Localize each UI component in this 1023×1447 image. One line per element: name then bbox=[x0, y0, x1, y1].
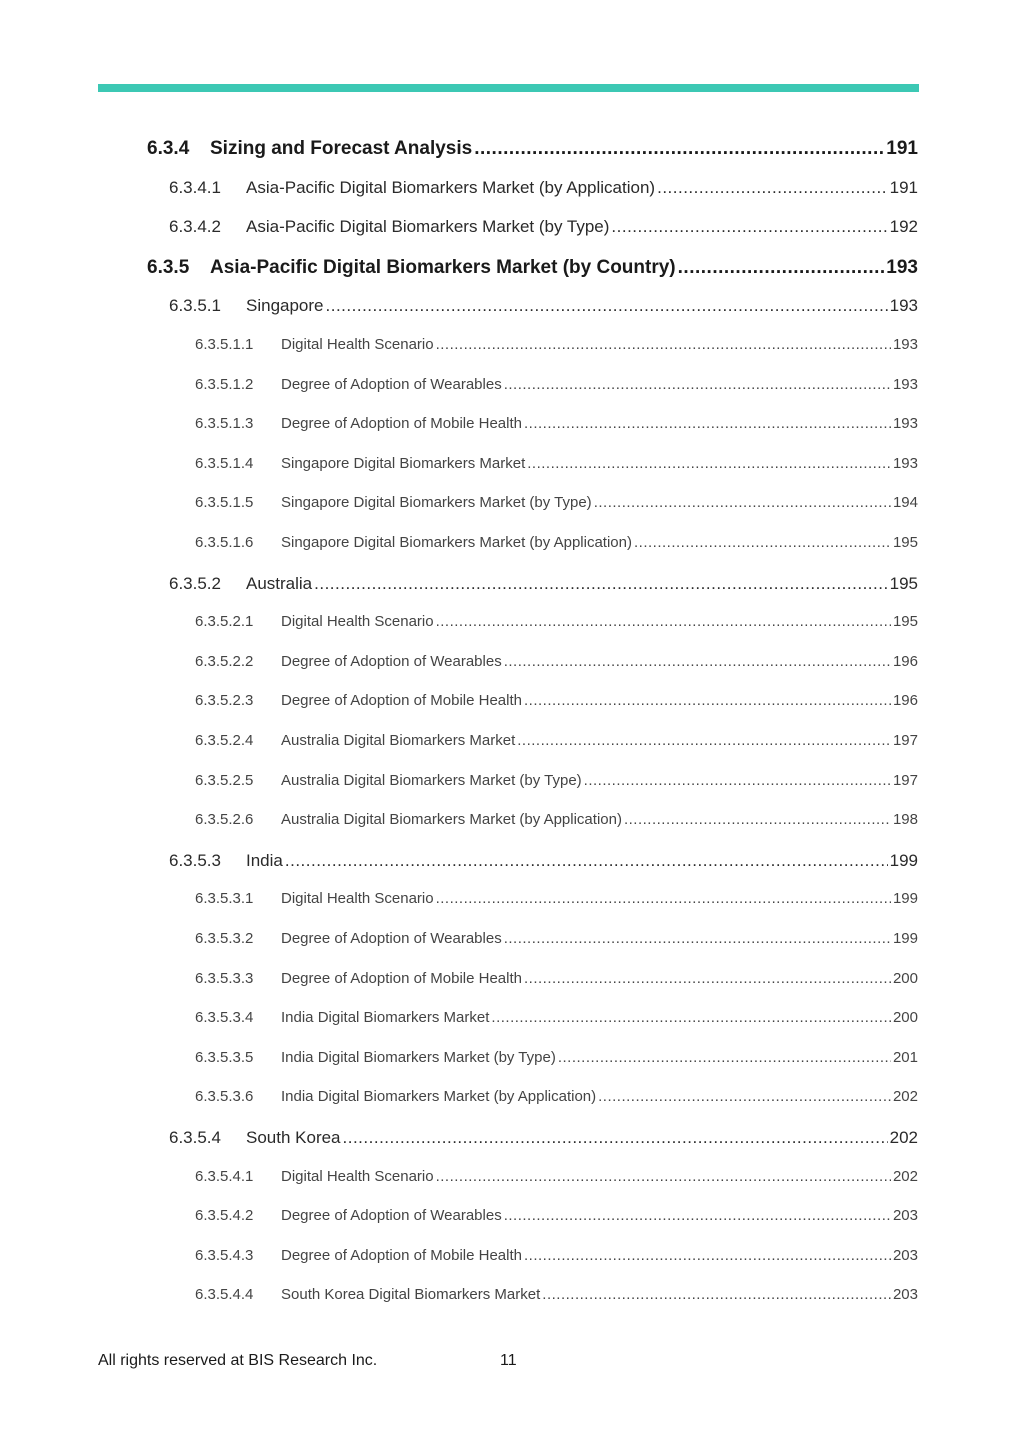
toc-entry[interactable] bbox=[169, 178, 918, 200]
toc-entry-title: Australia Digital Biomarkers Market bbox=[281, 732, 516, 749]
toc-entry-title: Singapore Digital Biomarkers Market (by Type) bbox=[281, 494, 592, 512]
toc-entry-number: 6.3.5.4 bbox=[169, 1128, 221, 1147]
toc-entry[interactable] bbox=[169, 1128, 918, 1150]
toc-leader-dots bbox=[611, 217, 887, 237]
toc-entry-number: 6.3.5.3 bbox=[169, 850, 221, 870]
toc-entry[interactable] bbox=[195, 653, 918, 673]
toc-leader-dots bbox=[678, 257, 885, 279]
toc-entry-title: Digital Health Scenario bbox=[281, 1167, 434, 1185]
toc-entry-number: 6.3.4.1 bbox=[169, 177, 221, 197]
toc-entry-page: 193 bbox=[892, 415, 918, 433]
toc-entry[interactable] bbox=[195, 692, 918, 712]
toc-entry-title: Asia-Pacific Digital Biomarkers Market (by Country) bbox=[210, 256, 676, 278]
toc-entry-page: 199 bbox=[892, 890, 918, 908]
toc-entry-page: 194 bbox=[892, 494, 918, 512]
toc-entry-page: 202 bbox=[892, 1088, 918, 1106]
toc-entry-page: 202 bbox=[892, 1167, 918, 1185]
toc-entry[interactable] bbox=[147, 257, 918, 281]
toc-leader-dots bbox=[491, 1009, 891, 1026]
toc-leader-dots bbox=[524, 415, 891, 432]
toc-leader-dots bbox=[285, 851, 888, 871]
toc-entry-number: 6.3.5.3.5 bbox=[195, 1048, 254, 1066]
toc-entry-page: 203 bbox=[892, 1207, 918, 1225]
toc-entry-number: 6.3.5.2.4 bbox=[195, 732, 254, 749]
toc-entry-title: Digital Health Scenario bbox=[281, 890, 434, 908]
toc-entry-page: 191 bbox=[886, 138, 918, 159]
toc-leader-dots bbox=[343, 1128, 888, 1148]
toc-leader-dots bbox=[326, 296, 888, 316]
toc-entry-title: Degree of Adoption of Mobile Health bbox=[281, 692, 522, 710]
toc-entry-page: 196 bbox=[892, 652, 918, 670]
toc-entry[interactable] bbox=[195, 534, 918, 554]
toc-entry-number: 6.3.5.3.1 bbox=[195, 890, 254, 908]
toc-leader-dots bbox=[314, 574, 887, 594]
toc-leader-dots bbox=[436, 613, 891, 630]
toc-entry-number: 6.3.5.1.4 bbox=[195, 454, 254, 472]
toc-entry-title: Asia-Pacific Digital Biomarkers Market (by Application) bbox=[246, 177, 656, 197]
toc-entry[interactable] bbox=[195, 732, 918, 752]
toc-entry[interactable] bbox=[195, 1049, 918, 1069]
header-accent-rule bbox=[98, 84, 919, 92]
toc-entry-number: 6.3.5.2.6 bbox=[195, 811, 254, 829]
toc-entry-number: 6.3.5.1.2 bbox=[195, 375, 254, 393]
toc-entry-number: 6.3.5.2 bbox=[169, 573, 221, 593]
toc-leader-dots bbox=[504, 930, 891, 947]
toc-entry-page: 193 bbox=[889, 296, 918, 316]
footer-copyright: All rights reserved at BIS Research Inc. bbox=[98, 1352, 378, 1369]
toc-entry-title: Sizing and Forecast Analysis bbox=[210, 138, 473, 159]
toc-entry[interactable] bbox=[195, 336, 918, 356]
toc-entry-page: 202 bbox=[889, 1128, 918, 1147]
toc-entry-page: 196 bbox=[892, 692, 918, 710]
toc-leader-dots bbox=[504, 376, 891, 393]
toc-entry-title: Australia Digital Biomarkers Market (by Application) bbox=[281, 811, 622, 829]
toc-entry[interactable] bbox=[195, 1009, 918, 1029]
toc-entry-number: 6.3.5 bbox=[147, 256, 190, 278]
toc-entry-title: India Digital Biomarkers Market (by Application) bbox=[281, 1088, 597, 1106]
toc-leader-dots bbox=[504, 1207, 891, 1224]
toc-entry[interactable] bbox=[169, 296, 918, 318]
toc-leader-dots bbox=[527, 455, 891, 472]
toc-entry-title: Degree of Adoption of Wearables bbox=[281, 652, 502, 670]
toc-entry-number: 6.3.5.1 bbox=[169, 296, 221, 316]
toc-entry-page: 203 bbox=[892, 1246, 918, 1264]
toc-leader-dots bbox=[542, 1286, 891, 1303]
toc-entry-number: 6.3.5.4.2 bbox=[195, 1207, 254, 1225]
toc-entry[interactable] bbox=[195, 613, 918, 633]
toc-entry-page: 193 bbox=[892, 454, 918, 472]
toc-entry-title: Digital Health Scenario bbox=[281, 613, 434, 631]
toc-entry[interactable] bbox=[195, 415, 918, 435]
toc-entry-title: India bbox=[246, 850, 283, 870]
toc-entry-number: 6.3.5.1.5 bbox=[195, 494, 254, 512]
toc-entry[interactable] bbox=[147, 138, 918, 162]
toc-leader-dots bbox=[558, 1049, 891, 1066]
toc-entry-page: 193 bbox=[892, 336, 918, 353]
toc-entry-number: 6.3.5.3.2 bbox=[195, 930, 254, 947]
toc-entry-page: 200 bbox=[892, 969, 918, 987]
toc-entry-title: Degree of Adoption of Mobile Health bbox=[281, 1246, 522, 1264]
toc-entry-title: Asia-Pacific Digital Biomarkers Market (by Type) bbox=[246, 217, 610, 237]
footer-page-number: 11 bbox=[500, 1352, 517, 1369]
toc-entry-title: Digital Health Scenario bbox=[281, 336, 434, 353]
toc-entry-page: 197 bbox=[892, 732, 918, 749]
toc-entry[interactable] bbox=[195, 1088, 918, 1108]
toc-entry-title: Degree of Adoption of Wearables bbox=[281, 375, 502, 393]
toc-leader-dots bbox=[598, 1088, 891, 1105]
toc-leader-dots bbox=[436, 890, 891, 907]
toc-entry[interactable] bbox=[195, 376, 918, 396]
toc-entry-title: South Korea bbox=[246, 1128, 341, 1147]
toc-entry-title: Singapore Digital Biomarkers Market bbox=[281, 454, 526, 472]
toc-entry-page: 203 bbox=[892, 1286, 918, 1304]
toc-leader-dots bbox=[517, 732, 891, 749]
toc-entry-title: South Korea Digital Biomarkers Market bbox=[281, 1286, 541, 1304]
toc-entry-number: 6.3.5.1.1 bbox=[195, 336, 254, 353]
toc-entry-number: 6.3.5.2.2 bbox=[195, 652, 254, 670]
toc-entry-number: 6.3.5.3.3 bbox=[195, 969, 254, 987]
toc-entry-number: 6.3.5.3.6 bbox=[195, 1088, 254, 1106]
toc-entry[interactable] bbox=[195, 890, 918, 910]
toc-entry-page: 200 bbox=[892, 1009, 918, 1027]
toc-entry-number: 6.3.4 bbox=[147, 138, 190, 159]
toc-entry[interactable] bbox=[169, 851, 918, 873]
toc-leader-dots bbox=[624, 811, 891, 828]
toc-entry-number: 6.3.5.1.6 bbox=[195, 534, 254, 551]
toc-entry-title: Degree of Adoption of Wearables bbox=[281, 1207, 502, 1225]
toc-entry-page: 191 bbox=[889, 177, 918, 197]
toc-entry-title: Australia bbox=[246, 573, 313, 593]
toc-entry-title: Degree of Adoption of Mobile Health bbox=[281, 969, 522, 987]
toc-entry-title: Degree of Adoption of Wearables bbox=[281, 930, 502, 947]
toc-entry-title: Degree of Adoption of Mobile Health bbox=[281, 415, 522, 433]
toc-entry-title: Australia Digital Biomarkers Market (by Type) bbox=[281, 771, 582, 789]
toc-entry-number: 6.3.4.2 bbox=[169, 217, 221, 237]
toc-entry[interactable] bbox=[195, 1286, 918, 1306]
toc-leader-dots bbox=[474, 138, 884, 160]
toc-entry-page: 193 bbox=[886, 256, 918, 278]
toc-entry-title: Singapore bbox=[246, 296, 324, 316]
toc-entry-page: 192 bbox=[889, 217, 918, 237]
toc-entry[interactable] bbox=[195, 455, 918, 475]
toc-leader-dots bbox=[594, 494, 891, 511]
toc-entry[interactable] bbox=[195, 494, 918, 514]
toc-entry-page: 193 bbox=[892, 375, 918, 393]
toc-entry[interactable] bbox=[195, 1247, 918, 1267]
toc-leader-dots bbox=[436, 1168, 891, 1185]
toc-leader-dots bbox=[524, 692, 891, 709]
toc-leader-dots bbox=[504, 653, 891, 670]
toc-entry[interactable] bbox=[195, 970, 918, 990]
toc-entry-page: 197 bbox=[892, 771, 918, 789]
toc-leader-dots bbox=[524, 970, 891, 987]
toc-leader-dots bbox=[584, 772, 891, 789]
toc-entry-number: 6.3.5.3.4 bbox=[195, 1009, 254, 1027]
toc-entry[interactable] bbox=[195, 930, 918, 950]
toc-entry-page: 195 bbox=[892, 613, 918, 631]
toc-entry[interactable] bbox=[195, 811, 918, 831]
toc-leader-dots bbox=[524, 1247, 891, 1264]
toc-entry-page: 199 bbox=[892, 930, 918, 947]
toc-entry-title: Singapore Digital Biomarkers Market (by Application) bbox=[281, 534, 632, 551]
toc-entry-number: 6.3.5.4.3 bbox=[195, 1246, 254, 1264]
toc-entry-number: 6.3.5.1.3 bbox=[195, 415, 254, 433]
toc-entry-title: India Digital Biomarkers Market (by Type) bbox=[281, 1048, 556, 1066]
toc-entry-number: 6.3.5.2.1 bbox=[195, 613, 254, 631]
toc-entry-number: 6.3.5.2.3 bbox=[195, 692, 254, 710]
toc-entry-page: 199 bbox=[889, 850, 918, 870]
toc-leader-dots bbox=[657, 178, 888, 198]
toc-entry[interactable] bbox=[169, 574, 918, 596]
toc-entry-number: 6.3.5.4.1 bbox=[195, 1167, 254, 1185]
toc-entry-page: 201 bbox=[892, 1048, 918, 1066]
toc-entry[interactable] bbox=[169, 217, 918, 239]
toc-entry-number: 6.3.5.2.5 bbox=[195, 771, 254, 789]
toc-entry-title: India Digital Biomarkers Market bbox=[281, 1009, 490, 1027]
toc-entry[interactable] bbox=[195, 772, 918, 792]
toc-entry-number: 6.3.5.4.4 bbox=[195, 1286, 254, 1304]
toc-entry[interactable] bbox=[195, 1207, 918, 1227]
toc-entry-page: 195 bbox=[889, 573, 918, 593]
toc-leader-dots bbox=[436, 336, 891, 353]
toc-leader-dots bbox=[634, 534, 891, 551]
toc-entry-page: 195 bbox=[892, 534, 918, 551]
toc-entry-page: 198 bbox=[892, 811, 918, 829]
toc-entry[interactable] bbox=[195, 1168, 918, 1188]
